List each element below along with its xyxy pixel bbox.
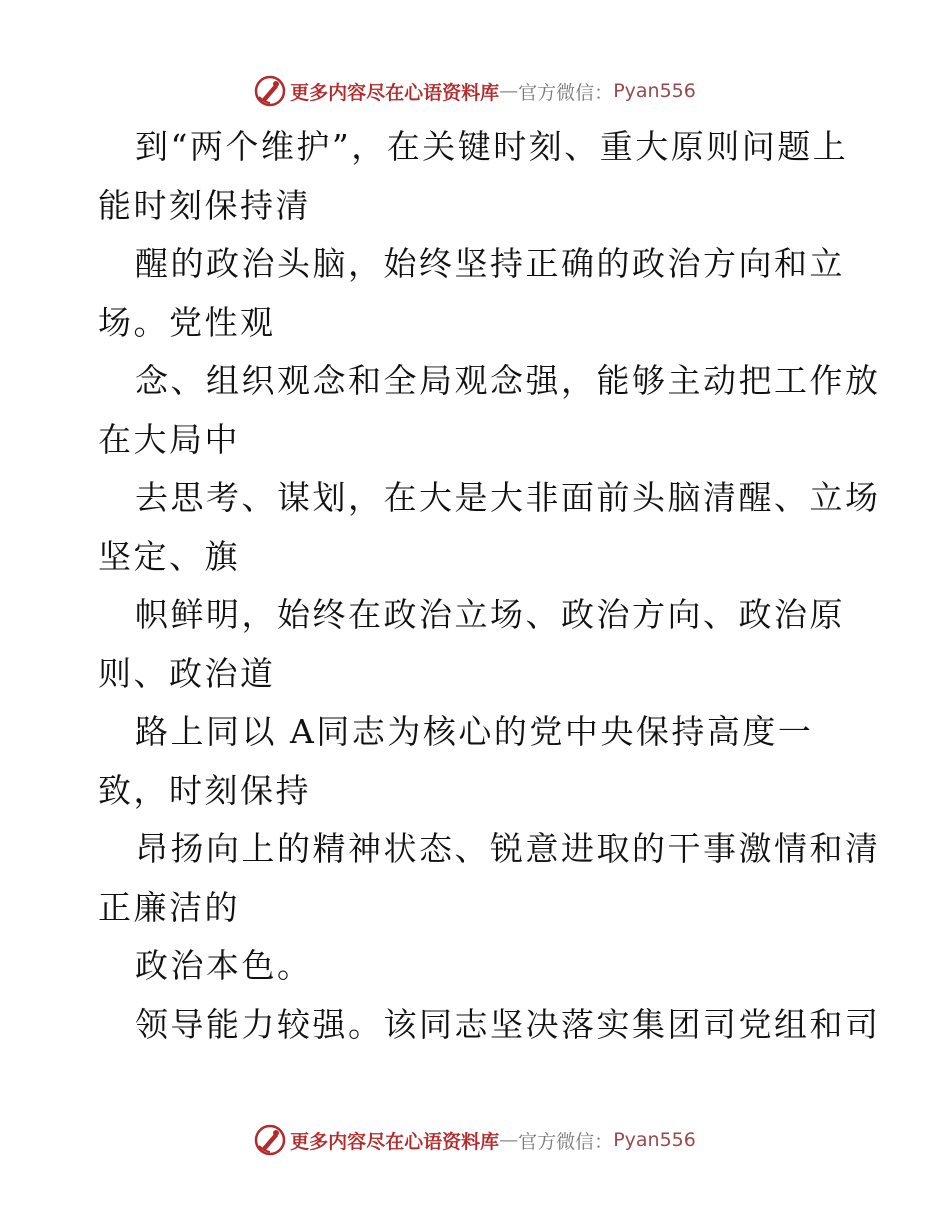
text-line: 能时刻保持清 xyxy=(98,185,311,225)
text-line: 念、组织观念和全局观念强，能够主动把工作放 xyxy=(135,361,881,400)
text-line: 政治本色。 xyxy=(135,946,313,985)
wechat-id: Pyan556 xyxy=(613,80,696,102)
pen-nib-logo-icon xyxy=(254,75,286,107)
text-line: 帜鲜明，始终在政治立场、政治方向、政治原 xyxy=(135,595,845,634)
wechat-label: 官方微信： xyxy=(518,81,614,104)
site-name: 更多内容尽在心语资料库 xyxy=(290,1130,500,1153)
pen-nib-logo-icon xyxy=(254,1124,286,1156)
text-line: 场。党性观 xyxy=(98,302,276,342)
wechat-label: 官方微信： xyxy=(518,1130,614,1153)
text-line: 在大局中 xyxy=(98,419,240,459)
site-name: 更多内容尽在心语资料库 xyxy=(290,81,500,104)
text-line: 路上同以 A同志为核心的党中央保持高度一 xyxy=(135,712,814,751)
separator-dash: — xyxy=(499,80,519,102)
text-line: 领导能力较强。该同志坚决落实集团司党组和司 xyxy=(135,1004,881,1044)
text-line: 坚定、旗 xyxy=(98,536,240,576)
text-line: 致，时刻保持 xyxy=(98,770,311,810)
header-watermark xyxy=(0,71,950,111)
separator-dash: — xyxy=(499,1129,519,1151)
text-line: 正廉洁的 xyxy=(98,887,240,927)
text-line: 则、政治道 xyxy=(98,653,276,693)
document-body xyxy=(98,118,881,1054)
text-line: 到“两个维护”，在关键时刻、重大原则问题上 xyxy=(135,127,849,166)
wechat-id: Pyan556 xyxy=(613,1129,696,1151)
text-line: 昂扬向上的精神状态、锐意进取的干事激情和清 xyxy=(135,829,881,868)
footer-watermark xyxy=(0,1120,950,1160)
text-line: 去思考、谋划，在大是大非面前头脑清醒、立场 xyxy=(135,478,881,517)
text-line: 醒的政治头脑，始终坚持正确的政治方向和立 xyxy=(135,244,845,283)
